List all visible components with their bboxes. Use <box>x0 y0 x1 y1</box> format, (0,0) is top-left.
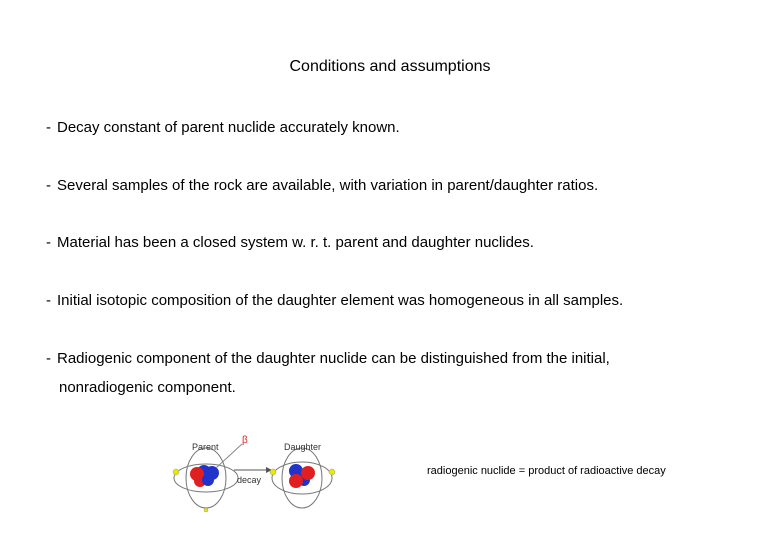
condition-text: Material has been a closed system w. r. t. parent and daughter nuclides. <box>57 234 534 251</box>
condition-text: Radiogenic component of the daughter nuclide can be distinguished from the initial, <box>57 350 610 367</box>
decay-label: decay <box>237 475 262 485</box>
proton <box>301 466 315 480</box>
parent-label: Parent <box>192 442 219 452</box>
orbital-particle <box>329 469 335 475</box>
orbital-particle <box>173 469 179 475</box>
condition-item-4 <box>46 292 623 309</box>
beta-symbol: β <box>242 435 248 446</box>
slide-title: Conditions and assumptions <box>289 58 491 75</box>
bullet-dash: - <box>46 177 51 194</box>
bullet-dash: - <box>46 350 51 367</box>
condition-item-5-continuation: nonradiogenic component. <box>59 379 236 396</box>
condition-text: Initial isotopic composition of the daughter element was homogeneous in all samples. <box>57 292 624 309</box>
orbital-particle <box>270 469 276 475</box>
condition-item-2 <box>46 177 598 194</box>
condition-item-1 <box>46 119 400 136</box>
condition-text: Several samples of the rock are available, with variation in parent/daughter ratios. <box>57 177 599 194</box>
condition-item-3 <box>46 234 534 251</box>
condition-item-5 <box>46 350 610 367</box>
condition-text: Decay constant of parent nuclide accurately known. <box>57 119 400 136</box>
bullet-dash: - <box>46 292 51 309</box>
neutron <box>202 474 214 486</box>
figure-caption: radiogenic nuclide = product of radioactive decay <box>427 465 666 477</box>
daughter-label: Daughter <box>284 442 322 452</box>
bullet-dash: - <box>46 234 51 251</box>
bullet-dash: - <box>46 119 51 136</box>
proton <box>289 474 303 488</box>
orbital-particle <box>204 508 208 512</box>
decay-diagram <box>166 430 356 530</box>
